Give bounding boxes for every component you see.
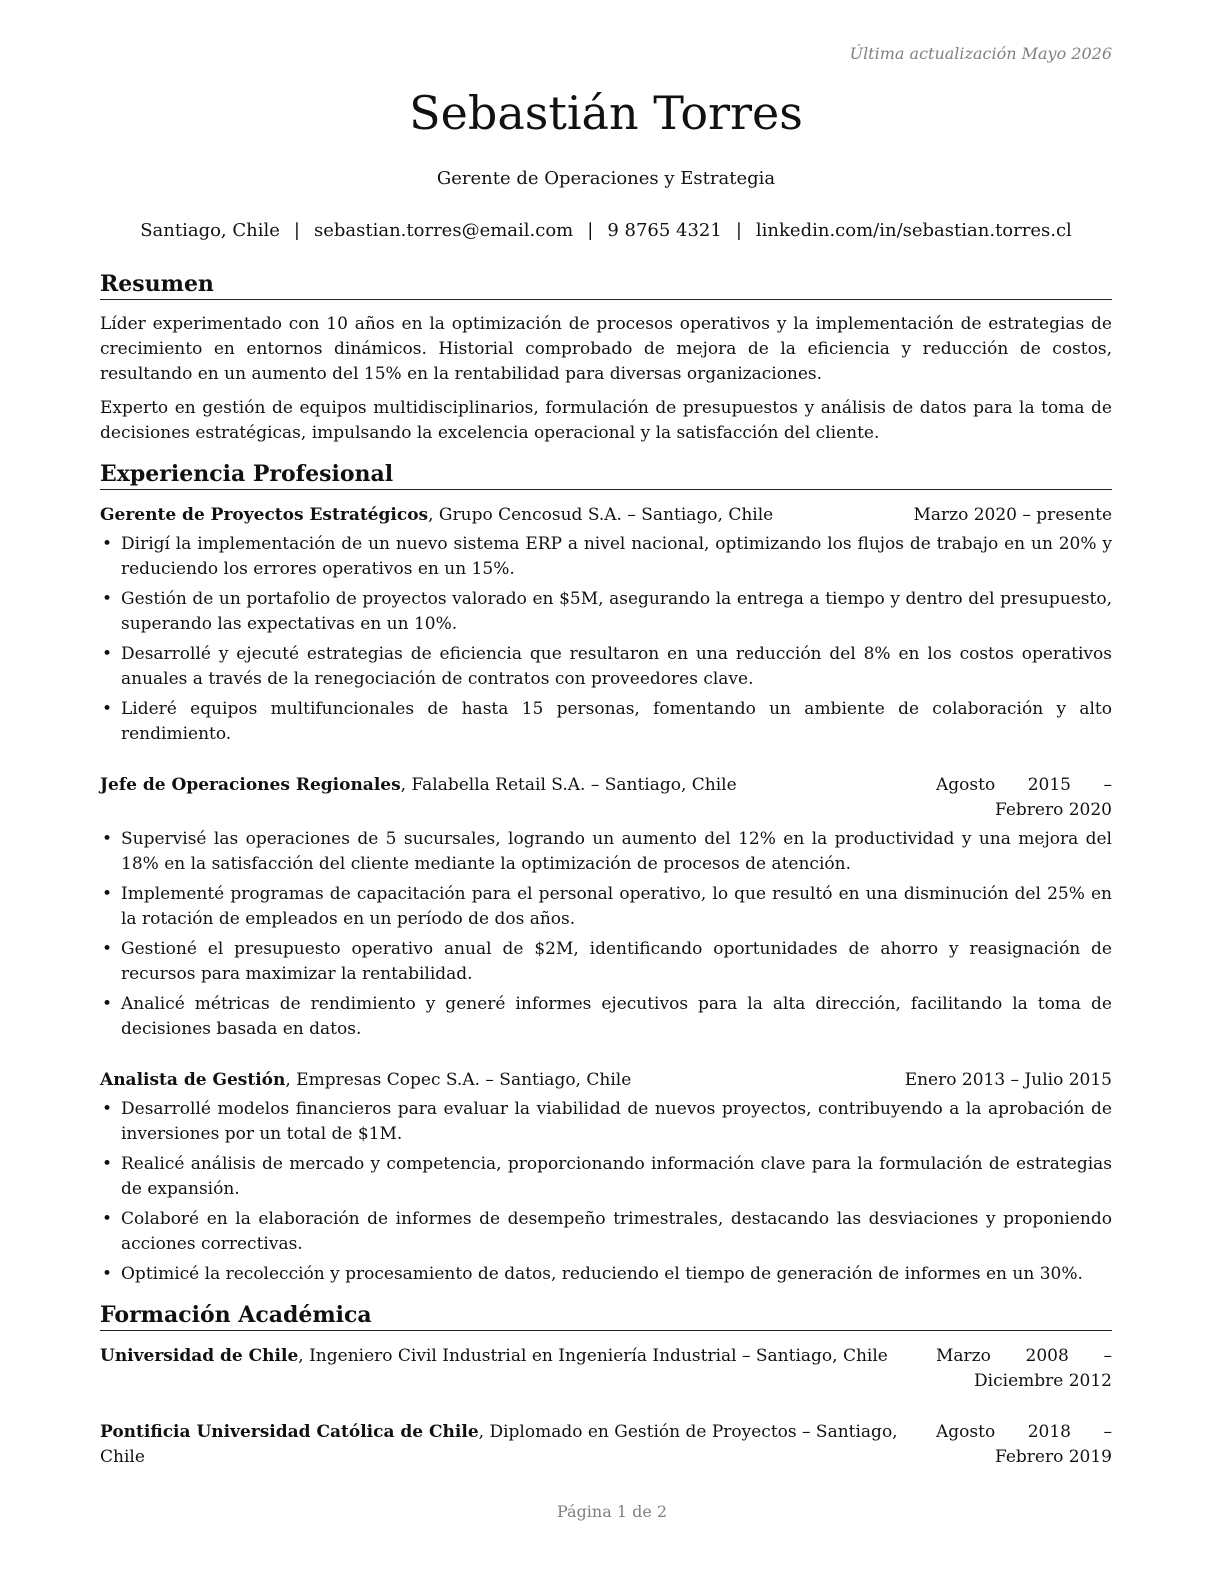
job-company: , Falabella Retail S.A. – Santiago, Chile xyxy=(400,775,737,795)
job-entry xyxy=(100,503,1112,747)
contact-email[interactable]: sebastian.torres@email.com xyxy=(313,220,574,241)
job-header xyxy=(100,503,1112,528)
last-updated: Última actualización Mayo 2026 xyxy=(849,44,1112,63)
education-dates: Agosto 2018 – Febrero 2019 xyxy=(936,1422,1112,1467)
resume-body xyxy=(100,270,1112,1484)
education-detail: , Ingeniero Civil Industrial en Ingeniería Industrial – Santiago, Chile xyxy=(298,1346,888,1366)
education-dates: Marzo 2008 – Diciembre 2012 xyxy=(936,1346,1112,1391)
contact-separator: | xyxy=(293,220,300,241)
job-bullet: • Optimicé la recolección y procesamiento de datos, reduciendo el tiempo de generación de informes en un 30%. xyxy=(100,1262,1112,1287)
education-institution: Pontificia Universidad Católica de Chile xyxy=(100,1422,479,1442)
contact-separator: | xyxy=(735,220,742,241)
education-entry xyxy=(100,1420,1112,1470)
job-company: , Empresas Copec S.A. – Santiago, Chile xyxy=(285,1070,632,1090)
job-bullet: • Desarrollé modelos financieros para evaluar la viabilidad de nuevos proyectos, contribuyendo a la aprobación de inversiones por un total de $1M. xyxy=(100,1097,1112,1147)
contact-phone: 9 8765 4321 xyxy=(607,220,722,241)
job-role: Jefe de Operaciones Regionales xyxy=(100,775,401,795)
contact-line xyxy=(100,220,1112,241)
job-dates: Marzo 2020 – presente xyxy=(913,505,1112,525)
education-entry xyxy=(100,1344,1112,1394)
summary-paragraph: Experto en gestión de equipos multidisciplinarios, formulación de presupuestos y análisis de datos para la toma de decisiones estratégicas, impulsando la excelencia operacional y la satisfacción del cliente. xyxy=(100,398,1112,443)
summary-heading: Resumen xyxy=(100,270,1112,300)
experience-section xyxy=(100,460,1112,1287)
job-dates: Agosto 2015 – Febrero 2020 xyxy=(936,775,1112,820)
contact-linkedin[interactable]: linkedin.com/in/sebastian.torres.cl xyxy=(755,220,1072,241)
job-bullet: • Supervisé las operaciones de 5 sucursales, logrando un aumento del 12% en la productividad y una mejora del 18% en la satisfacción del cliente mediante la optimización de procesos de atención. xyxy=(100,827,1112,877)
job-header xyxy=(100,773,1112,823)
job-bullet: • Gestión de un portafolio de proyectos valorado en $5M, asegurando la entrega a tiempo y dentro del presupuesto, superando las expectativas en un 10%. xyxy=(100,587,1112,637)
summary-paragraph: Líder experimentado con 10 años en la optimización de procesos operativos y la implementación de estrategias de crecimiento en entornos dinámicos. Historial comprobado de mejora de la eficiencia y reducción de costos, resultando en un aumento del 15% en la rentabilidad para diversas organizaciones. xyxy=(100,314,1112,384)
education-header xyxy=(100,1344,1112,1394)
job-bullets xyxy=(100,532,1112,747)
job-entry xyxy=(100,773,1112,1042)
job-role: Analista de Gestión xyxy=(100,1070,286,1090)
job-bullet: • Realicé análisis de mercado y competencia, proporcionando información clave para la formulación de estrategias de expansión. xyxy=(100,1152,1112,1202)
experience-heading: Experiencia Profesional xyxy=(100,460,1112,490)
education-section xyxy=(100,1301,1112,1470)
job-bullet: • Gestioné el presupuesto operativo anual de $2M, identificando oportunidades de ahorro y reasignación de recursos para maximizar la rentabilidad. xyxy=(100,937,1112,987)
page-number: Página 1 de 2 xyxy=(556,1502,668,1521)
job-entry xyxy=(100,1068,1112,1287)
education-header xyxy=(100,1420,1112,1470)
education-institution: Universidad de Chile xyxy=(100,1346,299,1366)
job-bullet: • Dirigí la implementación de un nuevo sistema ERP a nivel nacional, optimizando los flujos de trabajo en un 20% y reduciendo los errores operativos en un 15%. xyxy=(100,532,1112,582)
job-header xyxy=(100,1068,1112,1093)
job-bullet: • Desarrollé y ejecuté estrategias de eficiencia que resultaron en una reducción del 8% en los costos operativos anuales a través de la renegociación de contratos con proveedores clave. xyxy=(100,642,1112,692)
summary-section xyxy=(100,270,1112,446)
job-bullet: • Colaboré en la elaboración de informes de desempeño trimestrales, destacando las desviaciones y proponiendo acciones correctivas. xyxy=(100,1207,1112,1257)
job-bullets xyxy=(100,1097,1112,1287)
job-role: Gerente de Proyectos Estratégicos xyxy=(100,505,429,525)
job-bullet: • Implementé programas de capacitación para el personal operativo, lo que resultó en una disminución del 25% en la rotación de empleados en un período de dos años. xyxy=(100,882,1112,932)
job-company: , Grupo Cencosud S.A. – Santiago, Chile xyxy=(428,505,774,525)
candidate-name: Sebastián Torres xyxy=(409,86,803,140)
job-bullets xyxy=(100,827,1112,1042)
job-bullet: • Lideré equipos multifuncionales de hasta 15 personas, fomentando un ambiente de colaboración y alto rendimiento. xyxy=(100,697,1112,747)
contact-location: Santiago, Chile xyxy=(140,220,280,241)
job-bullet: • Analicé métricas de rendimiento y generé informes ejecutivos para la alta dirección, facilitando la toma de decisiones basada en datos. xyxy=(100,992,1112,1042)
contact-separator: | xyxy=(587,220,594,241)
education-detail: , Diplomado en Gestión de Proyectos – Santiago, Chile xyxy=(100,1422,898,1467)
education-heading: Formación Académica xyxy=(100,1301,1112,1331)
job-dates: Enero 2013 – Julio 2015 xyxy=(904,1070,1112,1090)
candidate-title: Gerente de Operaciones y Estrategia xyxy=(436,168,776,189)
